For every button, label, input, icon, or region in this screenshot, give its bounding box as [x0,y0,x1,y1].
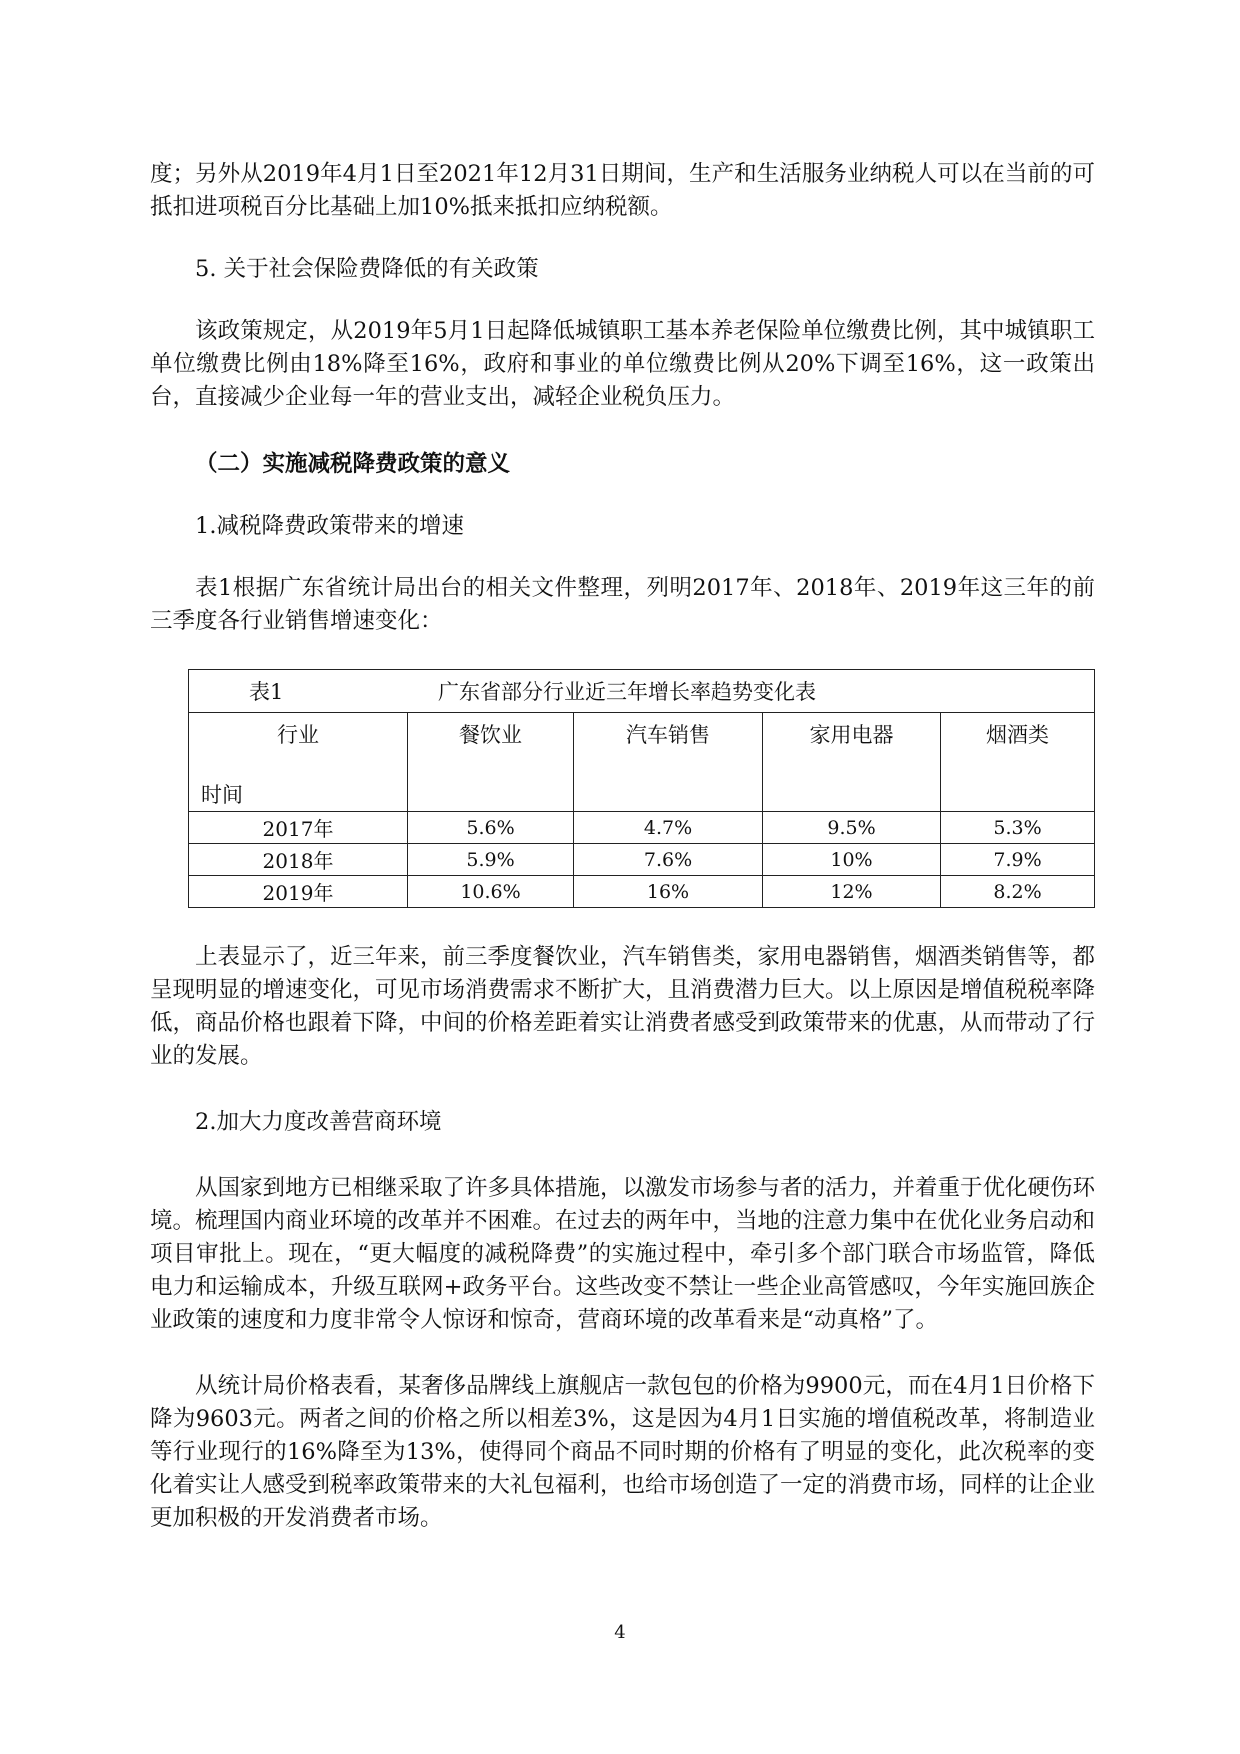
column-header: 餐饮业 [408,713,574,812]
column-header: 家用电器 [763,713,941,812]
paragraph-table-intro: 表1根据广东省统计局出台的相关文件整理，列明2017年、2018年、2019年这三年的前三季度各行业销售增速变化： [150,575,1095,634]
table-header-row [189,713,1095,812]
row-year: 2018年 [189,844,408,876]
row-year: 2017年 [189,812,408,844]
table-corner-cell [189,713,408,812]
table-row [189,844,1095,876]
table-cell: 12% [763,876,941,908]
corner-time-label: 时间 [201,783,243,807]
table-cell: 9.5% [763,812,941,844]
table-caption-cell [189,670,1095,713]
table-cell: 5.3% [941,812,1095,844]
corner-industry-label: 行业 [277,723,319,747]
table-row [189,876,1095,908]
column-header: 烟酒类 [941,713,1095,812]
table-cell: 7.6% [574,844,763,876]
document-body [150,158,1095,1535]
table-row [189,812,1095,844]
column-header: 汽车销售 [574,713,763,812]
heading-growth: 1.减税降费政策带来的增速 [195,513,464,539]
heading-business-environment: 2.加大力度改善营商环境 [195,1109,442,1135]
table-cell: 4.7% [574,812,763,844]
table-caption-row [189,670,1095,713]
table-label: 表1 [249,680,284,704]
table-cell: 5.9% [408,844,574,876]
table-title: 广东省部分行业近三年增长率趋势变化表 [438,680,816,704]
table-cell: 7.9% [941,844,1095,876]
growth-table [188,669,1095,908]
table-cell: 10.6% [408,876,574,908]
heading-section-2: （二）实施减税降费政策的意义 [195,451,511,477]
paragraph-price-example: 从统计局价格表看，某奢侈品牌线上旗舰店一款包包的价格为9900元，而在4月1日价格下降为9603元。两者之间的价格之所以相差3%，这是因为4月1日实施的增值税改革，将制造业等行业现行的16%降至为13%，使得同个商品不同时期的价格有了明显的变化，此次税率的变化着实让人感受到税率政策带来的大礼包福利，也给市场创造了一定的消费市场，同样的让企业更加积极的开发消费者市场。 [150,1373,1096,1531]
growth-table-wrapper [188,669,1095,908]
paragraph-table-analysis: 上表显示了，近三年来，前三季度餐饮业，汽车销售类，家用电器销售，烟酒类销售等，都呈现明显的增速变化，可见市场消费需求不断扩大，且消费潜力巨大。以上原因是增值税税率降低，商品价格也跟着下降，中间的价格差距着实让消费者感受到政策带来的优惠，从而带动了行业的发展。 [150,944,1096,1069]
paragraph-vat-continuation: 度；另外从2019年4月1日至2021年12月31日期间，生产和生活服务业纳税人可以在当前的可抵扣进项税百分比基础上加10%抵来抵扣应纳税额。 [150,161,1095,220]
paragraph-social-insurance: 该政策规定，从2019年5月1日起降低城镇职工基本养老保险单位缴费比例，其中城镇职工单位缴费比例由18%降至16%，政府和事业的单位缴费比例从20%下调至16%，这一政策出台，直接减少企业每一年的营业支出，减轻企业税负压力。 [150,318,1095,410]
table-cell: 16% [574,876,763,908]
row-year: 2019年 [189,876,408,908]
table-cell: 5.6% [408,812,574,844]
heading-social-insurance: 5. 关于社会保险费降低的有关政策 [195,256,539,282]
paragraph-business-environment: 从国家到地方已相继采取了许多具体措施，以激发市场参与者的活力，并着重于优化硬伤环境。梳理国内商业环境的改革并不困难。在过去的两年中，当地的注意力集中在优化业务启动和项目审批上。现在，“更大幅度的减税降费”的实施过程中，牵引多个部门联合市场监管，降低电力和运输成本，升级互联网+政务平台。这些改变不禁让一些企业高管感叹，今年实施回族企业政策的速度和力度非常令人惊讶和惊奇，营商环境的改革看来是“动真格”了。 [150,1175,1096,1333]
page-number: 4 [614,1622,626,1643]
table-cell: 8.2% [941,876,1095,908]
table-cell: 10% [763,844,941,876]
